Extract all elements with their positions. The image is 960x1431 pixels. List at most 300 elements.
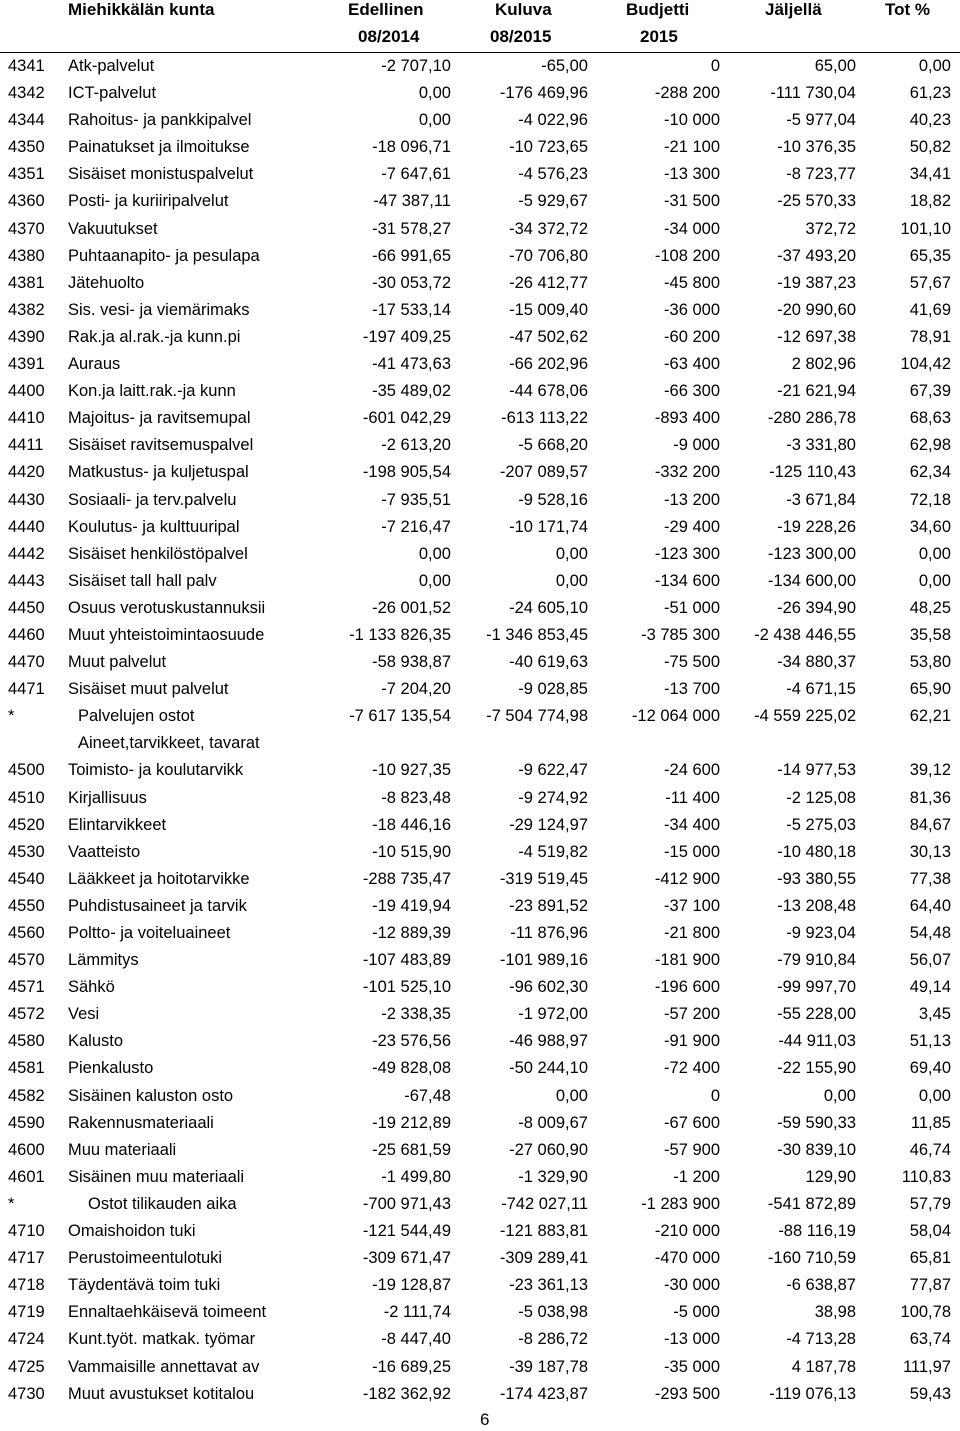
row-remaining-value: -19 228,26 [777,517,856,536]
table-row [0,1354,960,1381]
row-percent-value: 54,48 [909,924,951,942]
row-current-value: -8 286,72 [518,1330,588,1349]
row-percent-value: 77,38 [909,869,951,888]
row-prev-value: -35 489,02 [372,382,451,401]
row-remaining-value: -21 621,94 [777,382,856,401]
row-name: Koulutus- ja kulttuuripal [68,517,240,536]
row-prev-value: -107 483,89 [362,951,451,970]
table-row [0,487,960,514]
col-header-prev: Edellinen [348,0,424,19]
row-prev-value: -19 128,87 [372,1276,451,1295]
row-current-value: -4 576,23 [518,165,588,184]
row-current-value: -47 502,62 [509,327,588,346]
row-budget-value: -34 000 [664,219,720,238]
row-current-value: -121 883,81 [499,1222,588,1241]
row-budget-value: -57 200 [664,1005,720,1024]
row-percent-value: 110,83 [901,1167,951,1186]
row-budget-value: -24 600 [664,761,720,780]
row-prev-value: -2 111,74 [383,1303,451,1322]
municipality-title: Miehikkälän kunta [68,0,215,19]
row-percent-value: 61,23 [909,84,951,103]
row-budget-value: -196 600 [654,978,720,997]
row-prev-value: -66 991,65 [372,246,451,265]
row-budget-value: -91 900 [664,1032,720,1051]
row-code: 4350 [8,138,45,157]
row-code: 4443 [8,571,45,590]
table-row [0,1191,960,1218]
row-code: 4582 [8,1086,45,1105]
row-remaining-value: 0,00 [823,1086,856,1105]
row-name: Kalusto [68,1032,124,1051]
row-prev-value: -19 212,89 [372,1113,451,1132]
row-prev-value: -7 935,51 [381,490,451,509]
col-header-pct: Tot % [885,0,931,19]
table-row [0,134,960,161]
row-prev-value: -182 362,92 [362,1384,451,1403]
table-row [0,622,960,649]
row-name: Vaatteisto [68,842,141,861]
row-name: Posti- ja kuriiripalvelut [68,192,229,211]
row-percent-value: 59,43 [909,1384,951,1403]
row-remaining-value: -10 376,35 [777,138,856,157]
row-code: 4719 [8,1303,45,1322]
row-remaining-value: -14 977,53 [777,761,856,780]
row-percent-value: 63,74 [909,1330,951,1349]
table-row [0,730,960,757]
row-prev-value: -700 971,43 [362,1194,451,1213]
row-budget-value: -29 400 [664,517,720,536]
table-row [0,920,960,947]
row-percent-value: 65,81 [909,1249,951,1268]
row-code: 4520 [8,815,45,834]
row-prev-value: -7 617 135,54 [349,707,451,726]
row-remaining-value: -280 286,78 [767,409,856,428]
row-remaining-value: -4 671,15 [786,680,856,699]
row-remaining-value: -134 600,00 [767,571,856,590]
row-code: 4560 [8,924,45,942]
row-current-value: -1 346 853,45 [486,625,588,644]
row-name: Sähkö [68,978,115,997]
row-prev-value: -67,48 [404,1086,451,1105]
row-percent-value: 58,04 [909,1222,951,1241]
row-name: Auraus [68,355,121,374]
row-code: 4730 [8,1384,45,1403]
row-remaining-value: -3 331,80 [786,436,856,455]
row-current-value: -309 289,41 [499,1249,588,1268]
row-remaining-value: -119 076,13 [769,1384,856,1403]
row-name: Painatukset ja ilmoitukse [68,138,250,157]
row-budget-value: -288 200 [654,84,720,103]
budget-table-body [0,53,960,1408]
row-code: 4450 [8,598,45,617]
row-prev-value: -2 613,20 [381,436,451,455]
col-header-prev-period: 08/2014 [358,27,420,46]
row-name: Kon.ja laitt.rak.-ja kunn [68,382,236,401]
table-row [0,947,960,974]
row-budget-value: -57 900 [664,1140,720,1159]
row-code: 4471 [8,680,45,699]
row-current-value: -39 187,78 [509,1357,588,1376]
row-remaining-value: -123 300,00 [767,544,856,563]
table-row [0,324,960,351]
row-remaining-value: -34 880,37 [777,653,856,672]
table-row [0,514,960,541]
table-row [0,270,960,297]
row-name: Muut avustukset kotitalou [68,1384,255,1403]
row-percent-value: 51,13 [909,1032,951,1051]
row-prev-value: -7 216,47 [381,517,451,536]
row-budget-value: -181 900 [654,951,720,970]
table-row [0,1028,960,1055]
row-budget-value: -31 500 [664,192,720,211]
row-remaining-value: -125 110,43 [769,463,856,482]
row-budget-value: -21 800 [664,924,720,942]
row-budget-value: -51 000 [664,598,720,617]
row-percent-value: 84,67 [909,815,951,834]
col-header-cur: Kuluva [495,0,552,19]
row-remaining-value: -25 570,33 [777,192,856,211]
row-percent-value: 62,98 [909,436,951,455]
row-budget-value: 0 [710,1086,720,1105]
row-name: Rak.ja al.rak.-ja kunn.pi [68,327,241,346]
row-name: Toimisto- ja koulutarvikk [68,761,244,780]
row-percent-value: 11,85 [910,1113,951,1132]
row-name: Kirjallisuus [68,788,147,807]
row-current-value: -5 668,20 [518,436,588,455]
row-code: 4580 [8,1032,45,1051]
row-remaining-value: 4 187,78 [791,1357,856,1376]
row-current-value: -4 519,82 [518,842,588,861]
row-budget-value: -63 400 [664,355,720,374]
row-current-value: -50 244,10 [509,1059,588,1078]
row-current-value: 0,00 [555,544,588,563]
table-row [0,107,960,134]
row-prev-value: 0,00 [418,111,451,130]
row-current-value: -4 022,96 [518,111,588,130]
table-row [0,161,960,188]
col-header-budget: Budjetti [626,0,690,19]
row-current-value: -23 891,52 [509,896,588,915]
row-prev-value: -1 133 826,35 [349,625,451,644]
row-budget-value: -13 200 [664,490,720,509]
table-row [0,1218,960,1245]
table-row [0,757,960,784]
row-remaining-value: -5 977,04 [786,111,856,130]
table-row [0,1245,960,1272]
table-row [0,595,960,622]
row-remaining-value: -2 438 446,55 [754,625,856,644]
row-name: Muut palvelut [68,653,167,672]
row-budget-value: -12 064 000 [631,707,720,726]
table-row [0,216,960,243]
row-budget-value: -13 000 [664,1330,720,1349]
row-current-value: -70 706,80 [509,246,588,265]
row-budget-value: -60 200 [664,327,720,346]
row-remaining-value: -541 872,89 [767,1194,856,1213]
row-prev-value: -2 338,35 [381,1005,451,1024]
row-budget-value: -13 700 [664,680,720,699]
row-prev-value: -31 578,27 [372,219,451,238]
row-current-value: -101 989,16 [499,951,588,970]
row-name: Atk-palvelut [68,57,155,75]
row-code: 4572 [8,1005,45,1024]
row-code: 4460 [8,625,45,644]
row-prev-value: -19 419,94 [372,896,451,915]
table-row [0,405,960,432]
row-current-value: -207 089,57 [499,463,588,482]
row-current-value: -44 678,06 [509,382,588,401]
row-name: Rakennusmateriaali [68,1113,214,1132]
row-remaining-value: -9 923,04 [786,924,856,942]
row-budget-value: -5 000 [673,1303,720,1322]
table-row [0,1381,960,1408]
row-code: 4420 [8,463,45,482]
row-name: Jätehuolto [68,273,145,292]
row-prev-value: -8 447,40 [381,1330,451,1349]
row-remaining-value: 38,98 [814,1303,856,1322]
row-budget-value: -1 200 [673,1167,720,1186]
row-current-value: -34 372,72 [509,219,588,238]
row-budget-value: -35 000 [664,1357,720,1376]
row-percent-value: 0,00 [918,544,951,563]
row-name: Sisäiset monistuspalvelut [68,165,254,184]
row-current-value: -24 605,10 [509,598,588,617]
row-prev-value: 0,00 [418,84,451,103]
row-prev-value: -198 905,54 [362,463,451,482]
row-code: 4724 [8,1330,45,1349]
row-budget-value: -37 100 [664,896,720,915]
row-name: Lääkkeet ja hoitotarvikke [68,869,250,888]
row-code: 4430 [8,490,45,509]
row-budget-value: -75 500 [664,653,720,672]
table-row [0,839,960,866]
row-budget-value: -108 200 [654,246,720,265]
row-remaining-value: -59 590,33 [777,1113,856,1132]
row-current-value: -15 009,40 [509,300,588,319]
row-prev-value: -309 671,47 [362,1249,451,1268]
row-prev-value: -18 096,71 [372,138,451,157]
row-current-value: -11 876,96 [510,924,588,942]
row-prev-value: -7 204,20 [381,680,451,699]
row-current-value: -1 972,00 [518,1005,588,1024]
row-current-value: -26 412,77 [509,273,588,292]
row-percent-value: 49,14 [909,978,951,997]
row-prev-value: -10 927,35 [372,761,451,780]
table-row [0,1164,960,1191]
row-budget-value: -36 000 [664,300,720,319]
row-budget-value: -3 785 300 [641,625,720,644]
row-percent-value: 65,90 [909,680,951,699]
table-row [0,866,960,893]
table-row [0,1137,960,1164]
row-remaining-value: -30 839,10 [777,1140,856,1159]
row-name: Matkustus- ja kuljetuspal [68,463,249,482]
row-remaining-value: 2 802,96 [791,355,856,374]
row-percent-value: 48,25 [909,598,951,617]
table-row [0,676,960,703]
row-budget-value: 0 [710,57,720,75]
row-name: Kunt.työt. matkak. työmar [68,1330,256,1349]
col-header-cur-period: 08/2015 [490,27,552,46]
row-percent-value: 56,07 [909,951,951,970]
row-remaining-value: -37 493,20 [777,246,856,265]
row-current-value: -10 171,74 [509,517,588,536]
row-percent-value: 77,87 [909,1276,951,1295]
row-name: Sisäiset ravitsemuspalvel [68,436,254,455]
row-code: 4500 [8,761,45,780]
row-name: Poltto- ja voiteluaineet [68,924,231,942]
table-row [0,1110,960,1137]
row-percent-value: 41,69 [909,300,951,319]
table-row [0,541,960,568]
row-remaining-value: -12 697,38 [777,327,856,346]
row-percent-value: 53,80 [909,653,951,672]
row-percent-value: 34,60 [909,517,951,536]
row-budget-value: -67 600 [664,1113,720,1132]
row-prev-value: -101 525,10 [362,978,451,997]
row-current-value: -23 361,13 [509,1276,588,1295]
row-name: Sisäinen muu materiaali [68,1167,245,1186]
row-code: 4381 [8,273,45,292]
table-row [0,1299,960,1326]
row-name: Vammaisille annettavat av [68,1357,260,1376]
table-row [0,351,960,378]
row-prev-value: -2 707,10 [381,57,451,75]
row-remaining-value: -19 387,23 [777,273,856,292]
row-remaining-value: -55 228,00 [777,1005,856,1024]
row-percent-value: 101,10 [900,219,951,238]
row-percent-value: 78,91 [909,327,951,346]
row-name: Rahoitus- ja pankkipalvel [68,111,252,130]
row-code: 4540 [8,869,45,888]
row-remaining-value: -2 125,08 [786,788,856,807]
row-code: 4382 [8,300,45,319]
row-name: Vakuutukset [68,219,158,238]
row-percent-value: 35,58 [909,625,951,644]
row-prev-value: -10 515,90 [372,842,451,861]
row-current-value: -27 060,90 [509,1140,588,1159]
row-name: Osuus verotuskustannuksii [68,598,266,617]
table-row [0,188,960,215]
row-budget-value: -10 000 [664,111,720,130]
row-budget-value: -15 000 [664,842,720,861]
row-remaining-value: -8 723,77 [786,165,856,184]
row-name: Muu materiaali [68,1140,177,1159]
row-code: 4400 [8,382,45,401]
row-name: ICT-palvelut [68,84,157,103]
table-row [0,432,960,459]
row-code: 4351 [8,165,45,184]
row-remaining-value: 129,90 [805,1167,856,1186]
row-current-value: -1 329,90 [518,1167,588,1186]
row-current-value: -9 028,85 [518,680,588,699]
row-prev-value: -17 533,14 [372,300,451,319]
row-prev-value: -197 409,25 [362,327,451,346]
row-remaining-value: -3 671,84 [786,490,856,509]
row-percent-value: 50,82 [909,138,951,157]
row-name: Majoitus- ja ravitsemupal [68,409,251,428]
row-prev-value: -12 889,39 [372,924,451,942]
row-name: Muut yhteistoimintaosuude [68,625,265,644]
row-budget-value: -30 000 [664,1276,720,1295]
table-row [0,974,960,1001]
row-current-value: -40 619,63 [509,653,588,672]
row-prev-value: -18 446,16 [372,815,451,834]
row-current-value: 0,00 [555,1086,588,1105]
row-budget-value: -72 400 [664,1059,720,1078]
row-name: Lämmitys [68,951,139,970]
row-code: 4550 [8,896,45,915]
row-name: Puhtaanapito- ja pesulapa [68,246,260,265]
row-prev-value: -8 823,48 [381,788,451,807]
table-row [0,53,960,80]
row-name: Sisäiset muut palvelut [68,680,229,699]
table-row [0,297,960,324]
row-code: 4571 [8,978,45,997]
row-percent-value: 0,00 [918,571,951,590]
row-name: Sisäinen kaluston osto [68,1086,234,1105]
row-percent-value: 3,45 [918,1005,951,1024]
row-current-value: -9 528,16 [518,490,588,509]
row-percent-value: 65,35 [909,246,951,265]
row-code: 4342 [8,84,45,103]
row-prev-value: -25 681,59 [372,1140,451,1159]
table-row [0,1326,960,1353]
row-name: Palvelujen ostot [78,707,195,726]
table-row [0,378,960,405]
row-percent-value: 0,00 [918,57,951,75]
row-current-value: -29 124,97 [509,815,588,834]
table-row [0,785,960,812]
row-code: 4442 [8,544,45,563]
row-prev-value: -7 647,61 [381,165,451,184]
row-percent-value: 39,12 [909,761,951,780]
row-percent-value: 62,21 [909,707,951,726]
row-current-value: -613 113,22 [501,409,588,428]
table-row [0,893,960,920]
table-row [0,459,960,486]
row-current-value: -176 469,96 [499,84,588,103]
row-remaining-value: -13 208,48 [777,896,856,915]
table-row [0,80,960,107]
row-current-value: -8 009,67 [518,1113,588,1132]
row-remaining-value: -99 997,70 [777,978,856,997]
row-prev-value: -41 473,63 [372,355,451,374]
row-name: Ennaltaehkäisevä toimeent [68,1303,267,1322]
table-row [0,243,960,270]
row-remaining-value: 372,72 [805,219,856,238]
row-name: Omaishoidon tuki [68,1222,196,1241]
row-code: 4530 [8,842,45,861]
row-current-value: -742 027,11 [501,1194,588,1213]
row-prev-value: -47 387,11 [373,192,451,211]
row-code: 4470 [8,653,45,672]
table-row [0,1055,960,1082]
row-code: 4341 [8,57,45,75]
row-name: Sisäiset henkilöstöpalvel [68,544,248,563]
row-budget-value: -45 800 [664,273,720,292]
row-prev-value: -121 544,49 [362,1222,451,1241]
row-percent-value: 67,39 [909,382,951,401]
table-row [0,1272,960,1299]
row-percent-value: 100,78 [900,1303,951,1322]
row-code: * [8,1194,15,1213]
row-current-value: -96 602,30 [509,978,588,997]
row-percent-value: 40,23 [909,111,951,130]
row-code: 4710 [8,1222,45,1241]
row-current-value: -5 038,98 [518,1303,588,1322]
row-prev-value: -1 499,80 [381,1167,451,1186]
